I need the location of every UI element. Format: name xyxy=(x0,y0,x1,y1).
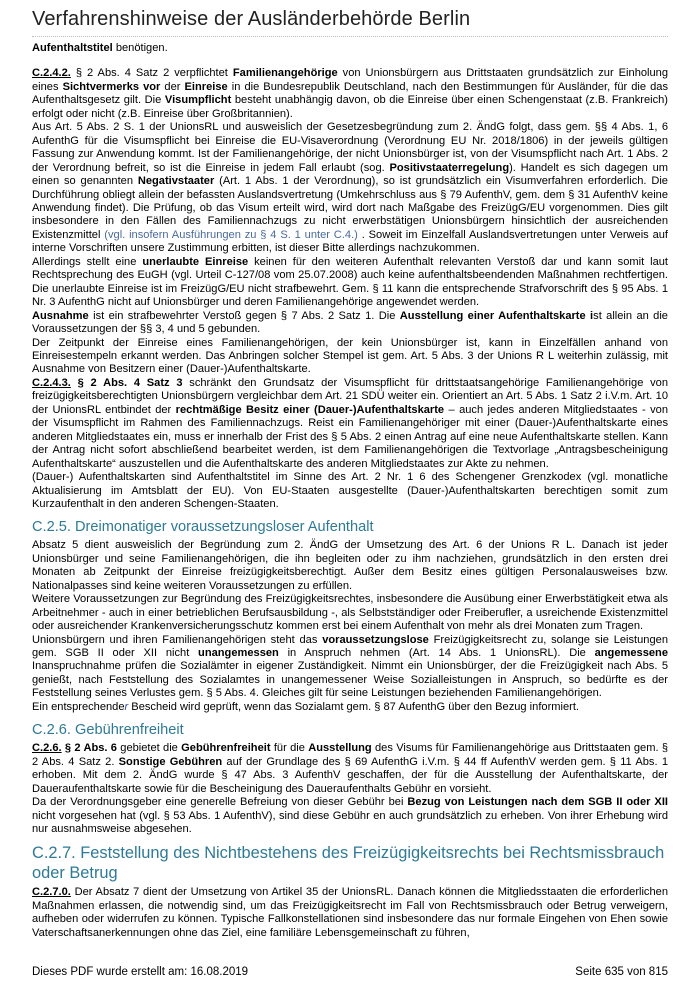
paragraph xyxy=(32,337,668,377)
text: benötigen. xyxy=(112,42,168,54)
section-heading-c25: C.2.5. Dreimonatiger voraussetzungsloser Aufenthalt xyxy=(32,519,374,536)
text: . Soweit im Einzelfall Auslandsvertretungen unter Verweis auf interne Vorschriften unsere Zustimmung erbitten, ist dieser Bitte allerdings nachzukommen. xyxy=(32,228,668,255)
text: Absatz 5 dient ausweislich der Begründung zum 2. ÄndG der Umsetzung des Art. 6 der Unions R L. Danach ist jeder Unionsbürger und seine Familienangehörigen, die ihn begleiten oder zu ihm nachziehen, grundsätzlich in den ersten drei Monaten ab Zeitpunkt der Einreise freizügigkeitsberechtigt. Außer dem Besitz eines gültigen Personalausweises bzw. Nationalpasses sind keine weiteren Voraussetzungen zu erfüllen. xyxy=(32,539,668,592)
text: schränkt den Grundsatz der Visumspflicht für drittstaatsangehörige Familienangehörige von freizügigkeitsberechtigten Unionsbürgern vergleichbar dem Art. 21 SDÜ weiter ein. Orientiert an Art. 5 Abs. 1 Satz 2 i.V.m. Art. 10 der UnionsRL entbindet der xyxy=(32,376,669,416)
text: (Dauer-) Aufenthaltskarten sind Aufenthaltstitel im Sinne des Art. 2 Nr. 1 6 des Schengener Grenzkodex (vgl. monatliche Aktualisierung im Amtsblatt der EU). Von EU-Staaten ausgestellte (Dauer-)Aufenthaltskarten berechtigen somit zum Kurzaufenthalt in den anderen Schengen-Staaten. xyxy=(32,471,668,510)
bold-term: Gebührenfreiheit xyxy=(181,742,271,755)
paragraph xyxy=(32,42,668,55)
bold-term: Ausnahme xyxy=(32,309,89,322)
text: ist ein strafbewehrter Verstoß gegen § 7 Abs. 2 Satz 1. Die xyxy=(88,309,400,322)
bold-term: angemessene xyxy=(594,647,668,660)
text: in die Bundesrepublik Deutschland, nach den Bestimmungen für Ausländer, für die das Aufenthaltsgesetz gilt. Die xyxy=(32,80,668,107)
text: Unionsbürgern und ihren Familienangehörigen steht das xyxy=(32,633,323,646)
text: Aus Art. 5 Abs. 2 S. 1 der UnionsRL und ausweislich der Gesetzesbegründung zum 2. ÄndG folgt, dass gem. §§ 4 Abs. 1, 6 AufenthG für die Visumspflicht bei Einreise die EU-Visaverordnung (Verordnung EU Nr. 2018/1806) in der jeweils gültigen Fassung zur Anwendung kommt. Ist der Familienangehörige, der nicht Unionsbürger ist, von der Visumspflicht nach Art. 1 Abs. 2 der Verordnung befreit, so ist die Einreise in jedem Fall erlaubt (sog. xyxy=(32,121,668,174)
text: Bescheid wird geprüft, wenn das Sozialamt gem. § 87 AufenthG über den Bezug informiert. xyxy=(128,700,579,713)
paragraph xyxy=(32,539,668,593)
section-number: C.2.4.3. xyxy=(32,376,71,389)
bold-term: Einreise xyxy=(184,80,228,93)
document-body xyxy=(32,42,668,940)
text: nicht vorgesehen hat (vgl. § 53 Abs. 1 AufenthV), sind diese Gebühr en auch grundsätzlich zu erheben. Von ihrer Erhebung wird nur ausnahmsweise abgesehen. xyxy=(32,809,668,836)
bold-term: Sichtvermerks vor xyxy=(62,80,161,93)
text: – auch jedes anderen Mitgliedstaates - von der Visumspflicht im Rahmen des Familiennachzugs. Reist ein Familienangehöriger mit einer (Dauer-)Aufenthaltskarte eines anderen Mitgliedstaates ein, muss er innerhalb der Frist des § 5 Abs. 2 einen Antrag auf eine neue Aufenthaltskarte stellen. Kann der Antrag nicht sofort abschließend bearbeitet werden, ist dem Familienangehörigen die Textvorlage „Antragsbescheinigung Aufenthaltskarte“ auszustellen und die Aufenthaltskarte des anderen Mitgliedstaates zur Akte zu nehmen. xyxy=(32,403,668,470)
text: Allerdings stellt eine xyxy=(32,255,143,268)
section-number: C.2.4.2. xyxy=(32,67,71,80)
bold-term: unerlaubte Einreise xyxy=(142,255,249,268)
page-footer xyxy=(32,966,668,978)
bold-term: Negativstaater xyxy=(137,175,215,188)
text: Ein entsprechende xyxy=(32,700,125,713)
paragraph xyxy=(32,121,668,256)
paragraph-c242 xyxy=(32,67,668,121)
paragraph xyxy=(32,256,668,310)
paragraph-c26 xyxy=(32,742,668,796)
bold-term: Visumpflicht xyxy=(164,94,232,107)
bold-term: voraussetzungslose xyxy=(322,633,429,646)
text: in Anspruch nehmen (Art. 14 Abs. 1 UnionsRL). Die xyxy=(278,647,595,660)
bold-term: Bezug von Leistungen nach dem SGB II oder XII xyxy=(407,796,668,809)
text: besteht unabhängig davon, ob die Einreise über einen Schengenstaat (z.B. Frankreich) erfolgt oder nicht (z.B. Einreise über Großbritannien). xyxy=(32,94,668,120)
section-number: C.2.6. xyxy=(32,742,62,755)
paragraph xyxy=(32,796,668,836)
paragraph xyxy=(32,593,668,633)
text: Der Absatz 7 dient der Umsetzung von Artikel 35 der UnionsRL. Danach können die Mitgliedsstaaten die erforderlichen Maßnahmen erlassen, die notwendig sind, um das Freizügigkeitsrecht im Fall von Rechtsmissbrauch oder Betrug verweigern, aufheben oder widerrufen zu können. Typische Fallkonstellationen sind insbesondere das nur formale Eingehen von Ehen sowie Vaterschaftsanerkennungen ohne das Ziel, eine familiäre Lebensgemeinschaft zu führen, xyxy=(32,886,668,939)
text: (Art. 1 Abs. 1 der Verordnung), so ist grundsätzlich ein Visumverfahren erforderlich. Die Durchführung obliegt allein der befassten Auslandsvertretung (Umkehrschluss aus § 79 AufenthV, gem. dem § 31 AufenthV keine Anwendung findet). Die Prüfung, ob das Visum erteilt wird, wird dort nach Maßgabe des FreizügG/EU vorgenommen. Dies gilt insbesondere in den Fällen des Familiennachzugs zu nicht erwerbstätigen Unionsbürgern hinsichtlich der ausreichenden Existenzmittel xyxy=(32,175,668,241)
text: st allein an die Voraussetzungen der §§ 3, 4 und 5 gebunden. xyxy=(32,309,668,336)
text: Weitere Voraussetzungen zur Begründung des Freizügigkeitsrechtes, insbesondere die Ausübung einer Erwerbstätigkeit etwa als Arbeitnehmer - auch in einer betrieblichen Berufsausbildung -, als Selbstständiger oder Freiberufler, a usreichende Existenzmittel oder ausreichender Krankenversicherungsschutz kommen erst bei einem Aufenthalt von mehr als drei Monaten zum Tragen. xyxy=(32,593,668,633)
text: Freizügigkeitsrecht zu, solange sie Leistungen gem. SGB II oder XII nicht xyxy=(32,633,668,660)
text: Der Zeitpunkt der Einreise eines Familienangehörigen, der kein Unionsbürger ist, kann in Einzelfällen anhand von Einreisestempeln erkannt werden. Das Anbringen solcher Stempel ist gem. Art. 5 Abs. 3 der Unions R L weiterhin zulässig, mit Ausnahme von Besitzern einer (Dauer-)Aufenthaltskarte. xyxy=(32,336,668,376)
paragraph-c270 xyxy=(32,886,668,940)
paragraph xyxy=(32,310,668,337)
page-number: Seite 635 von 815 xyxy=(575,966,668,978)
section-heading-c27: C.2.7. Feststellung des Nichtbestehens des Freizügigkeitsrechts bei Rechtsmissbrauch oder Betrug xyxy=(32,844,665,883)
bold-term: Familienangehörige xyxy=(232,67,338,80)
creation-date: Dieses PDF wurde erstellt am: 16.08.2019 xyxy=(32,966,249,978)
bold-term: unangemessen xyxy=(198,647,279,660)
page-header xyxy=(32,8,668,37)
text: der xyxy=(160,80,185,93)
highlighted-letter: r xyxy=(124,700,129,713)
text: für die xyxy=(270,742,309,755)
text xyxy=(71,377,78,389)
text: ). Handelt es sich dagegen um einen so genannten xyxy=(32,161,668,188)
paragraph xyxy=(32,471,668,511)
bold-term: Sonstige Gebühren xyxy=(118,755,223,768)
text: keinen für den weiteren Aufenthalt relevanten Verstoß dar und kann somit laut Rechtsprechung des EuGH (vgl. Urteil C-127/08 vom 25.07.2008) auch keine aufenthaltsbeendenden Maßnahmen rechtfertigen. Die unerlaubte Einreise ist im FreizügG/EU nicht strafbewehrt. Gem. § 11 kann die entsprechende Strafvorschrift des § 95 Abs. 1 Nr. 3 AufenthG nicht auf Unionsbürger und deren Familienangehörige angewendet werden. xyxy=(32,255,668,309)
bold-term: Aufenthaltstitel xyxy=(32,42,113,54)
paragraph xyxy=(32,634,668,701)
document-title: Verfahrenshinweise der Ausländerbehörde Berlin xyxy=(32,8,471,30)
text: auf der Grundlage des § 69 AufenthG i.V.m. § 44 ff AufenthV werden gem. § 11 Abs. 1 erhoben. Mit dem 2. ÄndG wurde § 47 Abs. 3 AufenthV geschaffen, der für die Ausstellung der Aufenthaltskarte, der Daueraufenthaltskarte sowie für die Bescheinigung des Daueraufenthalts Gebühr en vorsieht. xyxy=(32,755,668,795)
text: gebietet die xyxy=(116,742,182,755)
bold-term: Ausstellung xyxy=(308,742,372,755)
section-heading-c26: C.2.6. Gebührenfreiheit xyxy=(32,722,184,739)
text: von Unionsbürgern aus Drittstaaten grundsätzlich zur Einholung eines xyxy=(32,67,669,93)
bold-term: § 2 Abs. 4 Satz 3 xyxy=(77,376,183,389)
section-number: C.2.7.0. xyxy=(32,886,71,899)
bold-term: Ausstellung einer Aufenthaltskarte i xyxy=(399,309,594,322)
text: § 2 Abs. 4 Satz 2 verpflichtet xyxy=(70,67,233,80)
bold-term: rechtmäßige Besitz einer (Dauer-)Aufenthaltskarte xyxy=(175,403,445,416)
paragraph xyxy=(32,701,668,714)
cross-reference-link[interactable]: (vgl. insofern Ausführungen zu § 4 S. 1 unter C.4.) xyxy=(104,228,358,241)
bold-term: § 2 Abs. 6 xyxy=(64,742,117,755)
text: Da der Verordnungsgeber eine generelle Befreiung von dieser Gebühr bei xyxy=(32,796,408,809)
paragraph-c243 xyxy=(32,377,668,471)
text: des Visums für Familienangehörige aus Drittstaaten gem. § 2 Abs. 4 Satz 2. xyxy=(32,742,668,768)
bold-term: Positivstaaterregelung xyxy=(389,161,510,174)
text: Inanspruchnahme prüfen die Sozialämter in eigener Zuständigkeit. Nimmt ein Unionsbürger, der die Freizügigkeit nach Abs. 5 genießt, nach Feststellung des Sozialamtes in unangemessener Weise Sozialleistungen in Anspruch, so bedürfte es der Feststellung seines Verlustes gem. § 5 Abs. 4. Gleiches gilt für seine Leistungen beziehenden Familienangehörigen. xyxy=(32,660,668,700)
